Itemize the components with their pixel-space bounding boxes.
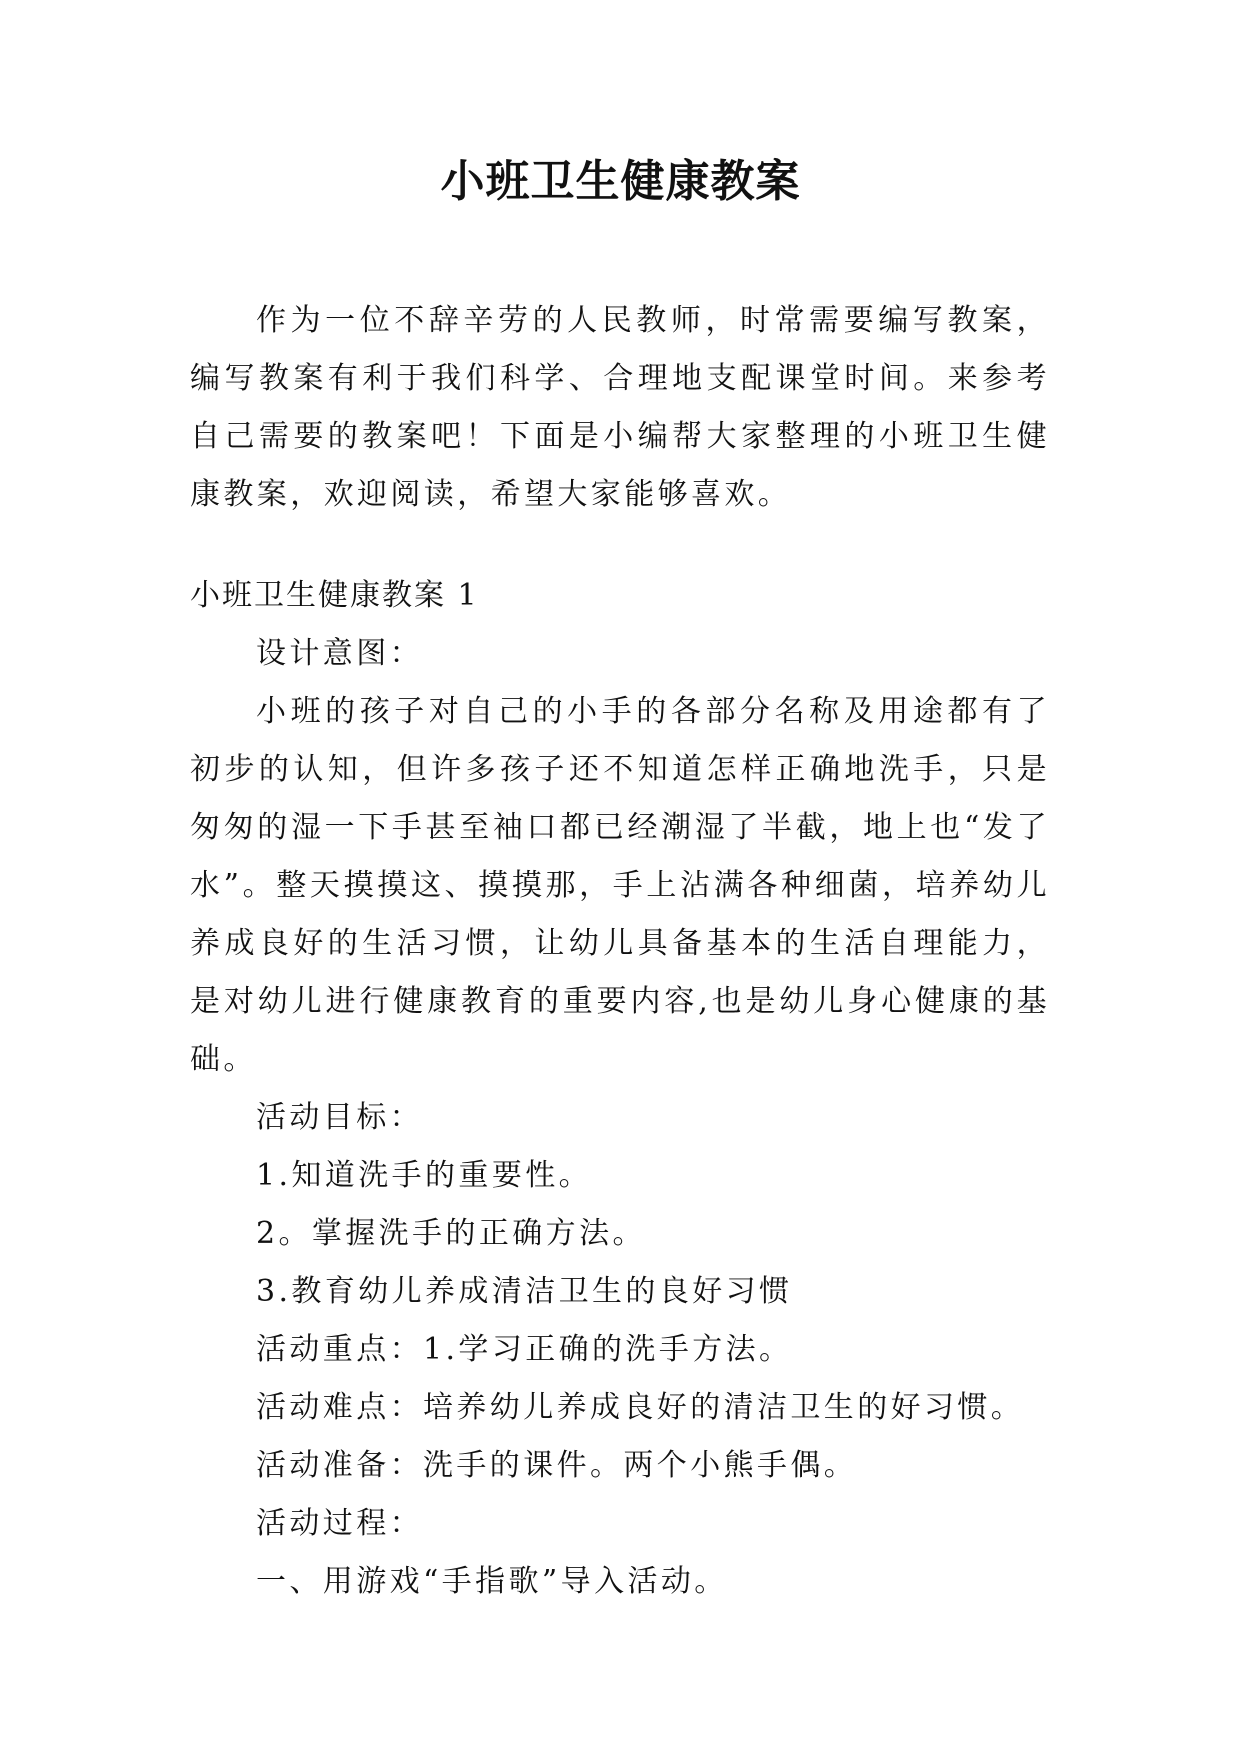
- key-point-line: 活动重点：1.学习正确的洗手方法。: [256, 1332, 793, 1367]
- paragraph-spacer: [190, 524, 1050, 567]
- section-heading: 小班卫生健康教案 1: [190, 578, 479, 613]
- design-paragraph: 小班的孩子对自己的小手的各部分名称及用途都有了初步的认知，但许多孩子还不知道怎样正确地洗手，只是匆匆的湿一下手甚至袖口都已经潮湿了半截，地上也“发了水”。整天摸摸这、摸摸那，手上沾满各种细菌，培养幼儿养成良好的生活习惯，让幼儿具备基本的生活自理能力，是对幼儿进行健康教育的重要内容,也是幼儿身心健康的基础。: [190, 694, 1050, 1077]
- document-body: [190, 292, 1050, 1611]
- page-title: 小班卫生健康教案: [440, 156, 801, 207]
- goal-item-1: 1.知道洗手的重要性。: [256, 1158, 593, 1193]
- difficulty-line: 活动难点：培养幼儿养成良好的清洁卫生的好习惯。: [256, 1390, 1025, 1425]
- goal-item-3: 3.教育幼儿养成清洁卫生的良好习惯: [256, 1274, 793, 1309]
- goal-item-2: 2。掌握洗手的正确方法。: [256, 1216, 646, 1251]
- design-label: 设计意图：: [256, 636, 423, 671]
- goals-label: 活动目标：: [256, 1100, 423, 1135]
- process-label: 活动过程：: [256, 1506, 423, 1541]
- preparation-line: 活动准备：洗手的课件。两个小熊手偶。: [256, 1448, 858, 1483]
- intro-paragraph: 作为一位不辞辛劳的人民教师，时常需要编写教案，编写教案有利于我们科学、合理地支配课堂时间。来参考自己需要的教案吧！下面是小编帮大家整理的小班卫生健康教案，欢迎阅读，希望大家能够喜欢。: [190, 303, 1050, 512]
- process-step-1: 一、用游戏“手指歌”导入活动。: [256, 1564, 728, 1599]
